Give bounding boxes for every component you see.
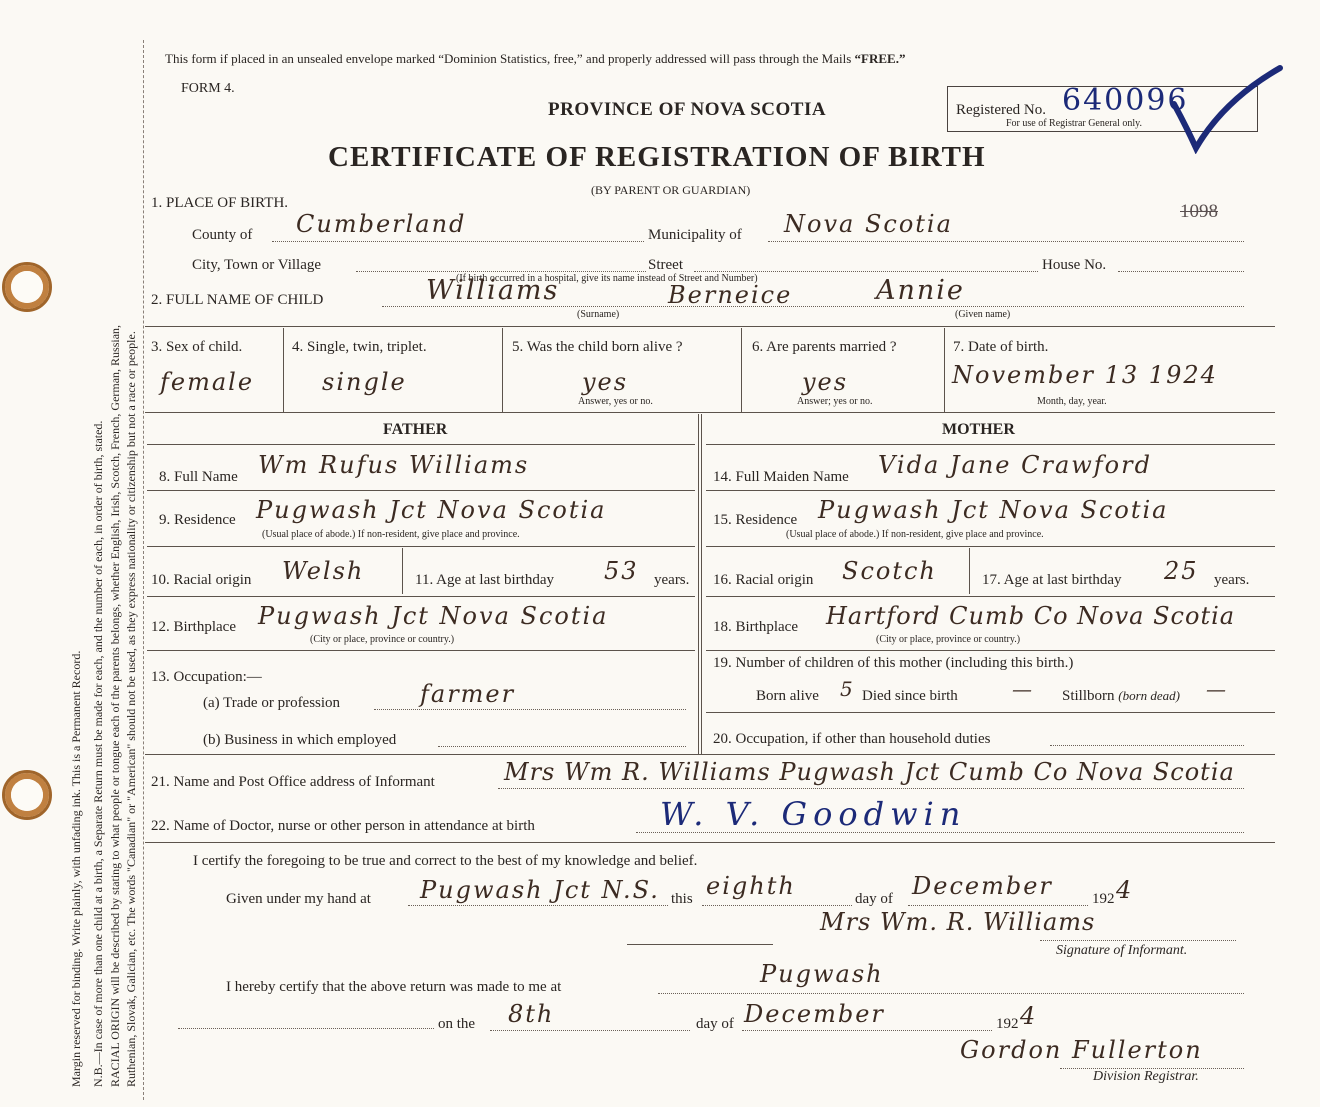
side-note-1: Margin reserved for binding. Write plainly, with unfading ink. This is a Permanent Record.	[69, 650, 83, 1087]
day-of-label: day of	[855, 891, 893, 907]
doctor-label: 22. Name of Doctor, nurse or other person in attendance at birth	[151, 818, 535, 834]
mother-residence-caption: (Usual place of abode.) If non-resident, give place and province.	[786, 529, 1044, 540]
sex-value: female	[160, 368, 255, 396]
born-alive-label: Born alive	[756, 688, 819, 704]
father-residence: Pugwash Jct Nova Scotia	[256, 496, 607, 524]
alive-caption: Answer, yes or no.	[578, 396, 653, 407]
father-residence-label: 9. Residence	[159, 512, 236, 528]
trade-label: (a) Trade or profession	[203, 695, 341, 711]
married-value: yes	[802, 368, 849, 396]
born-alive-value: 5	[840, 677, 855, 701]
died-value: —	[1012, 677, 1034, 701]
dob-label: 7. Date of birth.	[953, 339, 1049, 355]
informant-label: 21. Name and Post Office address of Informant	[151, 774, 435, 790]
mother-age: 25	[1164, 557, 1199, 585]
this-label: this	[671, 891, 693, 907]
given-caption: (Given name)	[955, 309, 1011, 320]
mother-name: Vida Jane Crawford	[878, 451, 1152, 479]
father-birthplace-caption: (City or place, province or country.)	[310, 634, 455, 645]
binding-hole	[2, 770, 52, 820]
sex-label: 3. Sex of child.	[151, 339, 243, 355]
married-label: 6. Are parents married ?	[752, 339, 897, 355]
hospital-note: (If birth occurred in a hospital, give its name instead of Street and Number)	[456, 273, 758, 284]
children-count-label: 19. Number of children of this mother (including this birth.)	[713, 655, 1074, 671]
house-label: House No.	[1042, 257, 1107, 273]
registered-label: Registered No.	[956, 102, 1046, 118]
registrar-signature: Gordon Fullerton	[960, 1036, 1203, 1064]
died-label: Died since birth	[862, 688, 958, 704]
street-label: Street	[648, 257, 683, 273]
place-of-birth-label: 1. PLACE OF BIRTH.	[151, 195, 289, 211]
child-surname: Williams	[426, 275, 560, 306]
father-age: 53	[604, 557, 639, 585]
province-heading: PROVINCE OF NOVA SCOTIA	[548, 99, 827, 120]
father-name-label: 8. Full Name	[159, 469, 238, 485]
business-label: (b) Business in which employed	[203, 732, 397, 748]
page-subtitle: (BY PARENT OR GUARDIAN)	[591, 183, 751, 197]
mother-birthplace-label: 18. Birthplace	[713, 619, 798, 635]
doctor-value: W. V. Goodwin	[660, 795, 967, 833]
registered-number: 640096	[1062, 83, 1189, 118]
child-name-label: 2. FULL NAME OF CHILD	[151, 292, 324, 308]
stillborn-label: Stillborn (born dead)	[1062, 688, 1181, 704]
mother-residence-label: 15. Residence	[713, 512, 798, 528]
mother-residence: Pugwash Jct Nova Scotia	[818, 496, 1169, 524]
registrar-year-suffix: 4	[1020, 1002, 1038, 1030]
municipality-label: Municipality of	[648, 227, 742, 243]
registrar-statement: I hereby certify that the above return was made to me at	[226, 979, 562, 995]
registrar-caption: Division Registrar.	[1093, 1069, 1199, 1084]
father-name: Wm Rufus Williams	[258, 451, 530, 479]
check-mark-icon	[1168, 64, 1288, 154]
side-note-4: Ruthenian, Slovak, Galician, etc. The words "Canadian" or "American" should not be used, as they express nationality or citizenship but not a race or people.	[124, 331, 138, 1087]
month-value: December	[912, 872, 1053, 900]
mother-occupation-label: 20. Occupation, if other than household duties	[713, 731, 991, 747]
margin-line	[143, 40, 144, 1100]
on-the-label: on the	[438, 1016, 476, 1032]
side-note-2: N.B.—In case of more than one child at a birth, a Separate Return must be made for each, and the number of each, in order of birth, stated.	[91, 420, 105, 1087]
registrar-day: 8th	[508, 1000, 555, 1028]
father-years: years.	[654, 572, 690, 588]
married-caption: Answer; yes or no.	[797, 396, 873, 407]
plurality-value: single	[322, 368, 407, 396]
mother-age-label: 17. Age at last birthday	[982, 572, 1122, 588]
county-label: County of	[192, 227, 253, 243]
mother-birthplace: Hartford Cumb Co Nova Scotia	[826, 602, 1236, 630]
father-age-label: 11. Age at last birthday	[415, 572, 554, 588]
registrar-month: December	[744, 1000, 885, 1028]
corner-number: 1098	[1180, 201, 1218, 222]
father-racial-label: 10. Racial origin	[151, 572, 252, 588]
registrar-note: For use of Registrar General only.	[1006, 118, 1142, 129]
informant-signature-caption: Signature of Informant.	[1056, 943, 1188, 958]
binding-hole	[2, 262, 52, 312]
father-residence-caption: (Usual place of abode.) If non-resident, give place and province.	[262, 529, 520, 540]
mother-racial-label: 16. Racial origin	[713, 572, 814, 588]
registrar-day-of-label: day of	[696, 1016, 734, 1032]
child-given-2: Annie	[876, 275, 965, 306]
registrar-place: Pugwash	[760, 960, 884, 988]
occupation-label: 13. Occupation:—	[151, 669, 262, 685]
mother-years: years.	[1214, 572, 1250, 588]
city-label: City, Town or Village	[192, 257, 322, 273]
mother-heading: MOTHER	[942, 421, 1015, 438]
father-heading: FATHER	[383, 421, 448, 438]
alive-value: yes	[582, 368, 629, 396]
alive-label: 5. Was the child born alive ?	[512, 339, 683, 355]
trade-value: farmer	[420, 680, 516, 708]
year-suffix: 4	[1116, 876, 1134, 904]
father-racial: Welsh	[282, 557, 365, 585]
year-prefix: 192	[1092, 891, 1115, 907]
certify-statement: I certify the foregoing to be true and correct to the best of my knowledge and belief.	[193, 853, 698, 869]
informant-signature: Mrs Wm. R. Williams	[820, 908, 1096, 936]
dob-value: November 13 1924	[952, 361, 1218, 389]
county-value: Cumberland	[296, 210, 467, 238]
mother-racial: Scotch	[842, 557, 937, 585]
father-birthplace: Pugwash Jct Nova Scotia	[258, 602, 609, 630]
side-note-3: RACIAL ORIGIN will be described by stating to what people or tongue each of the parents belongs, whether English, Irish, Scotch, French, German, Russian,	[108, 324, 122, 1087]
father-birthplace-label: 12. Birthplace	[151, 619, 236, 635]
given-label: Given under my hand at	[226, 891, 371, 907]
registrar-year-prefix: 192	[996, 1016, 1019, 1032]
page-title: CERTIFICATE OF REGISTRATION OF BIRTH	[328, 141, 986, 173]
mother-birthplace-caption: (City or place, province or country.)	[876, 634, 1021, 645]
stillborn-value: —	[1206, 677, 1228, 701]
plurality-label: 4. Single, twin, triplet.	[292, 339, 427, 355]
day-value: eighth	[706, 872, 796, 900]
mail-note: This form if placed in an unsealed envelope marked “Dominion Statistics, free,” and properly addressed will pass through the Mails “FREE.”	[165, 51, 906, 66]
mother-name-label: 14. Full Maiden Name	[713, 469, 849, 485]
child-given-1: Berneice	[668, 281, 793, 309]
surname-caption: (Surname)	[577, 309, 620, 320]
given-place: Pugwash Jct N.S.	[420, 876, 660, 904]
informant-value: Mrs Wm R. Williams Pugwash Jct Cumb Co Nova Scotia	[504, 758, 1235, 786]
dob-caption: Month, day, year.	[1037, 396, 1107, 407]
form-number: FORM 4.	[181, 81, 235, 96]
municipality-value: Nova Scotia	[784, 210, 953, 238]
